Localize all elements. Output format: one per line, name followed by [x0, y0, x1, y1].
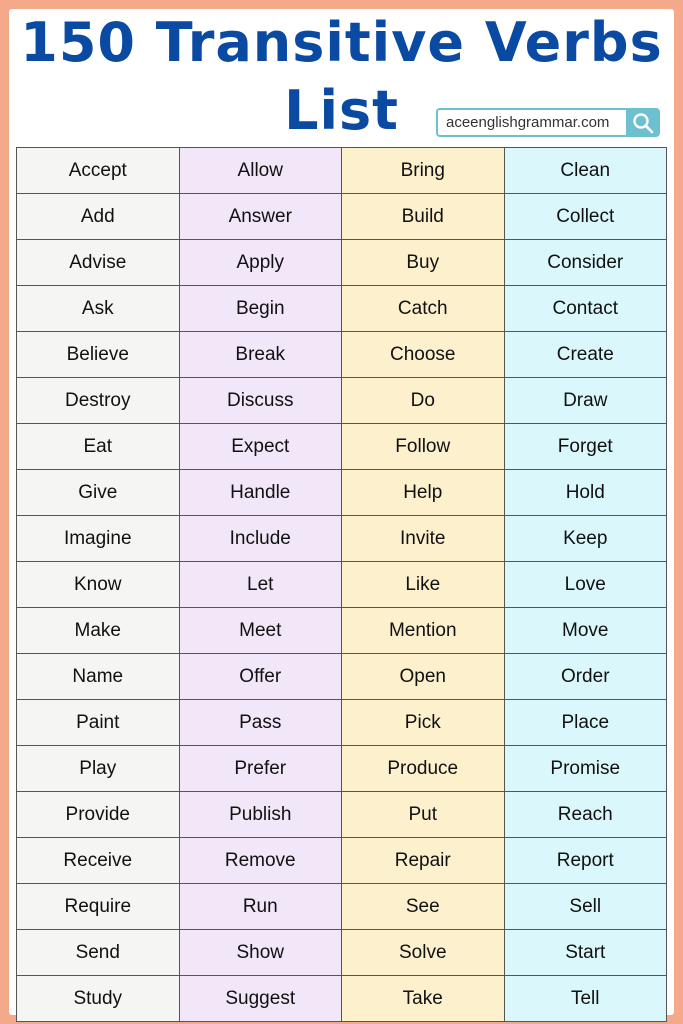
- search-button[interactable]: [626, 108, 660, 137]
- verb-cell: Allow: [179, 148, 342, 194]
- verb-cell: Paint: [17, 700, 180, 746]
- verb-cell: Hold: [504, 470, 667, 516]
- table-row: [17, 976, 667, 1022]
- verb-cell: Destroy: [17, 378, 180, 424]
- website-url-text: aceenglishgrammar.com: [436, 108, 626, 137]
- verb-cell: Order: [504, 654, 667, 700]
- verb-cell: Buy: [342, 240, 505, 286]
- verb-cell: Run: [179, 884, 342, 930]
- table-row: [17, 838, 667, 884]
- table-row: [17, 792, 667, 838]
- table-row: [17, 884, 667, 930]
- verb-cell: Keep: [504, 516, 667, 562]
- verb-cell: Move: [504, 608, 667, 654]
- verb-cell: Start: [504, 930, 667, 976]
- verb-cell: Collect: [504, 194, 667, 240]
- table-row: [17, 654, 667, 700]
- verb-cell: Like: [342, 562, 505, 608]
- verb-cell: Believe: [17, 332, 180, 378]
- verbs-table-body: [17, 148, 667, 1022]
- verb-cell: Produce: [342, 746, 505, 792]
- table-row: [17, 562, 667, 608]
- verb-cell: Remove: [179, 838, 342, 884]
- verb-cell: Mention: [342, 608, 505, 654]
- table-row: [17, 332, 667, 378]
- verb-cell: Tell: [504, 976, 667, 1022]
- table-row: [17, 240, 667, 286]
- verb-cell: Catch: [342, 286, 505, 332]
- verb-cell: Play: [17, 746, 180, 792]
- table-row: [17, 516, 667, 562]
- verb-cell: Consider: [504, 240, 667, 286]
- verb-cell: Open: [342, 654, 505, 700]
- verb-cell: Place: [504, 700, 667, 746]
- verb-cell: Build: [342, 194, 505, 240]
- verb-cell: Invite: [342, 516, 505, 562]
- verb-cell: Require: [17, 884, 180, 930]
- verb-cell: Include: [179, 516, 342, 562]
- verb-cell: Add: [17, 194, 180, 240]
- page-title-line-2: List: [284, 79, 399, 142]
- verb-cell: Let: [179, 562, 342, 608]
- verb-cell: Take: [342, 976, 505, 1022]
- verb-cell: Repair: [342, 838, 505, 884]
- verb-cell: Reach: [504, 792, 667, 838]
- verb-cell: Choose: [342, 332, 505, 378]
- table-row: [17, 148, 667, 194]
- search-icon: [632, 112, 654, 134]
- verb-cell: Handle: [179, 470, 342, 516]
- verb-cell: Name: [17, 654, 180, 700]
- verb-cell: Sell: [504, 884, 667, 930]
- table-row: [17, 194, 667, 240]
- table-row: [17, 746, 667, 792]
- verb-cell: Follow: [342, 424, 505, 470]
- verb-cell: Put: [342, 792, 505, 838]
- website-search-bar[interactable]: [436, 108, 660, 137]
- verb-cell: See: [342, 884, 505, 930]
- verb-cell: Break: [179, 332, 342, 378]
- table-row: [17, 286, 667, 332]
- verb-cell: Clean: [504, 148, 667, 194]
- verb-cell: Help: [342, 470, 505, 516]
- table-row: [17, 470, 667, 516]
- page-title: 150 Transitive Verbs: [20, 11, 663, 74]
- verb-cell: Contact: [504, 286, 667, 332]
- table-row: [17, 700, 667, 746]
- verb-cell: Create: [504, 332, 667, 378]
- verb-cell: Publish: [179, 792, 342, 838]
- verb-cell: Send: [17, 930, 180, 976]
- verb-cell: Discuss: [179, 378, 342, 424]
- table-row: [17, 378, 667, 424]
- verb-cell: Make: [17, 608, 180, 654]
- verb-cell: Know: [17, 562, 180, 608]
- verb-cell: Imagine: [17, 516, 180, 562]
- verb-cell: Love: [504, 562, 667, 608]
- table-row: [17, 608, 667, 654]
- verb-cell: Report: [504, 838, 667, 884]
- verb-cell: Pass: [179, 700, 342, 746]
- verb-cell: Accept: [17, 148, 180, 194]
- verb-cell: Offer: [179, 654, 342, 700]
- verbs-table: [16, 147, 667, 1022]
- verb-cell: Pick: [342, 700, 505, 746]
- verb-cell: Do: [342, 378, 505, 424]
- verb-cell: Prefer: [179, 746, 342, 792]
- verb-cell: Begin: [179, 286, 342, 332]
- verb-cell: Solve: [342, 930, 505, 976]
- table-row: [17, 424, 667, 470]
- verb-cell: Apply: [179, 240, 342, 286]
- verb-cell: Ask: [17, 286, 180, 332]
- verb-cell: Advise: [17, 240, 180, 286]
- verb-cell: Promise: [504, 746, 667, 792]
- verb-cell: Study: [17, 976, 180, 1022]
- verb-cell: Meet: [179, 608, 342, 654]
- verb-cell: Receive: [17, 838, 180, 884]
- verb-cell: Suggest: [179, 976, 342, 1022]
- verb-cell: Expect: [179, 424, 342, 470]
- verb-cell: Provide: [17, 792, 180, 838]
- verb-cell: Forget: [504, 424, 667, 470]
- verb-cell: Give: [17, 470, 180, 516]
- verb-cell: Show: [179, 930, 342, 976]
- verb-cell: Draw: [504, 378, 667, 424]
- verb-cell: Eat: [17, 424, 180, 470]
- verb-cell: Bring: [342, 148, 505, 194]
- verb-cell: Answer: [179, 194, 342, 240]
- table-row: [17, 930, 667, 976]
